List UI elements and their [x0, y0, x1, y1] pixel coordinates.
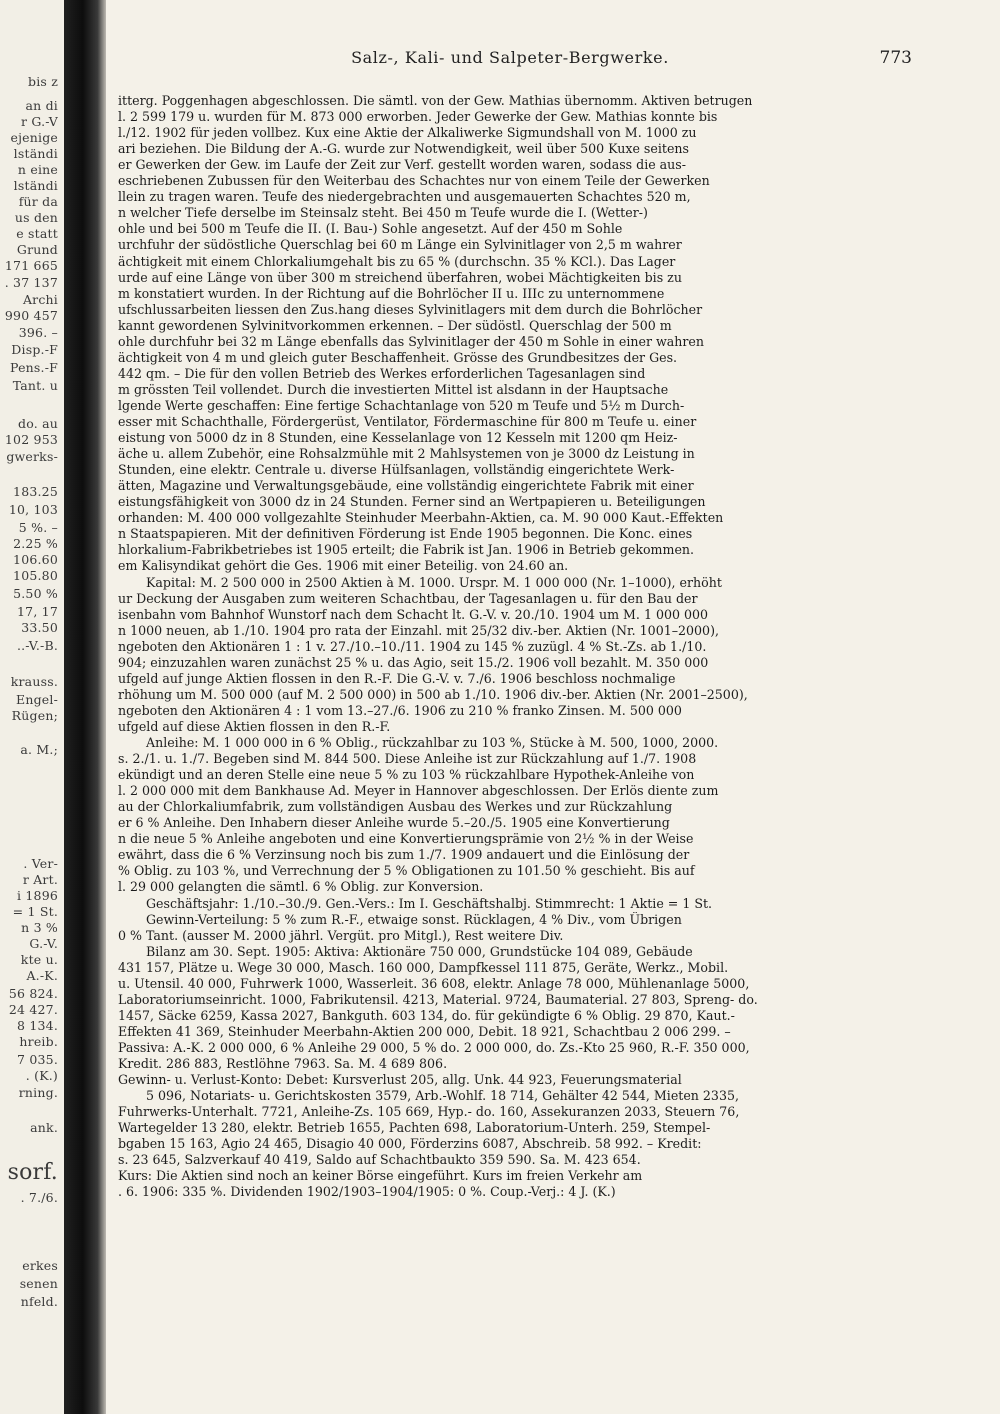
left-column-fragment: do. au: [18, 416, 58, 431]
body-text-line: % Oblig. zu 103 %, und Verrechnung der 5 % Obligationen zu 101.50 % geschieht. Bis auf: [118, 863, 695, 878]
left-column-fragment: sorf.: [7, 1160, 58, 1185]
body-text-line: Laboratoriumseinricht. 1000, Fabrikutensil. 4213, Material. 9724, Baumaterial. 27 803, Spreng- do.: [118, 992, 758, 1007]
body-text-line: Anleihe: M. 1 000 000 in 6 % Oblig., rückzahlbar zu 103 %, Stücke à M. 500, 1000, 2000.: [146, 735, 719, 750]
left-column-fragment: lständi: [13, 178, 58, 193]
body-text-line: ur Deckung der Ausgaben zum weiteren Schachtbau, der Tagesanlagen u. für den Bau der: [118, 591, 698, 606]
body-text-line: er Gewerken der Gew. im Laufe der Zeit zur Verf. gestellt worden waren, sodass die aus-: [118, 157, 687, 172]
body-text-line: rhöhung um M. 500 000 (auf M. 2 500 000) in 500 ab 1./10. 1906 div.-ber. Aktien (Nr. 2001–2500),: [118, 687, 748, 702]
body-text-line: l. 29 000 gelangten die sämtl. 6 % Oblig. zur Konversion.: [118, 879, 484, 894]
left-column-fragment: senen: [19, 1276, 58, 1291]
left-column-fragment: lständi: [13, 146, 58, 161]
left-column-fragment: Tant. u: [12, 378, 58, 393]
left-column-fragment: us den: [14, 210, 58, 225]
body-text-line: llein zu tragen waren. Teufe des niedergebrachten und ausgemauerten Schachtes 520 m,: [118, 189, 691, 204]
left-column-fragment: ejenige: [10, 130, 58, 145]
body-text-line: Bilanz am 30. Sept. 1905: Aktiva: Aktionäre 750 000, Grundstücke 104 089, Gebäude: [146, 944, 693, 959]
left-column-fragment: n 3 %: [21, 920, 58, 935]
body-text-line: orhanden: M. 400 000 vollgezahlte Steinhuder Meerbahn-Aktien, ca. M. 90 000 Kaut.-Effekten: [118, 510, 724, 525]
left-column-fragment: 7 035.: [17, 1052, 58, 1067]
body-text-line: . 6. 1906: 335 %. Dividenden 1902/1903–1904/1905: 0 %. Coup.-Verj.: 4 J. (K.): [118, 1184, 616, 1199]
body-text-line: Gewinn- u. Verlust-Konto: Debet: Kursverlust 205, allg. Unk. 44 923, Feuerungsmaterial: [118, 1072, 682, 1087]
body-text-line: u. Utensil. 40 000, Fuhrwerk 1000, Wasserleit. 36 608, elektr. Anlage 78 000, Mühlenanlage 5000,: [118, 976, 750, 991]
body-text-line: l. 2 000 000 mit dem Bankhause Ad. Meyer in Hannover abgeschlossen. Der Erlös diente zum: [118, 783, 719, 798]
body-text-line: lgende Werte geschaffen: Eine fertige Schachtanlage von 520 m Teufe und 5½ m Durch-: [118, 398, 685, 413]
left-column-fragment: 24 427.: [8, 1002, 58, 1017]
left-column-fragment: . Ver-: [23, 856, 58, 871]
body-text-line: 904; einzuzahlen waren zunächst 25 % u. das Agio, seit 15./2. 1906 voll bezahlt. M. 350 000: [118, 655, 709, 670]
left-column-fragment: A.-K.: [26, 968, 58, 983]
body-text-line: n Staatspapieren. Mit der definitiven Förderung ist Ende 1905 begonnen. Die Konc. eines: [118, 526, 693, 541]
left-column-fragment: 396. –: [18, 325, 58, 340]
left-column-fragment: 17, 17: [17, 604, 58, 619]
left-column-fragment: . (K.): [25, 1068, 58, 1083]
left-column-fragment: 33.50: [21, 620, 58, 635]
body-text-line: itterg. Poggenhagen abgeschlossen. Die sämtl. von der Gew. Mathias übernomm. Aktiven betrugen: [118, 93, 753, 108]
body-text-line: ächtigkeit von 4 m und gleich guter Beschaffenheit. Grösse des Grundbesitzes der Ges.: [118, 350, 678, 365]
body-text-line: ohle und bei 500 m Teufe die II. (I. Bau-) Sohle angesetzt. Auf der 450 m Sohle: [118, 221, 623, 236]
body-text-line: ohle durchfuhr bei 32 m Länge ebenfalls das Sylvinitlager der 450 m Sohle in einer wahren: [118, 334, 704, 349]
left-column-fragment: = 1 St.: [12, 904, 58, 919]
body-text-line: isenbahn vom Bahnhof Wunstorf nach dem Schacht lt. G.-V. v. 20./10. 1904 um M. 1 000 000: [118, 607, 709, 622]
body-text-line: n welcher Tiefe derselbe im Steinsalz steht. Bei 450 m Teufe wurde die I. (Wetter-): [118, 205, 648, 220]
left-column-fragment: Archi: [22, 292, 58, 307]
body-text-line: eistung von 5000 dz in 8 Stunden, eine Kesselanlage von 12 Kesseln mit 1200 qm Heiz-: [118, 430, 678, 445]
body-text-line: s. 23 645, Salzverkauf 40 419, Saldo auf Schachtbaukto 359 590. Sa. M. 423 654.: [118, 1152, 641, 1167]
left-column-fragment: Grund: [16, 242, 58, 257]
body-text-line: 1457, Säcke 6259, Kassa 2027, Bankguth. 603 134, do. für gekündigte 6 % Oblig. 29 870, Kaut.-: [118, 1008, 735, 1023]
left-column-fragment: 105.80: [13, 568, 58, 583]
left-column-fragment: 106.60: [13, 552, 58, 567]
body-text-line: s. 2./1. u. 1./7. Begeben sind M. 844 500. Diese Anleihe ist zur Rückzahlung auf 1./7. 1908: [118, 751, 697, 766]
body-text-line: ekündigt und an deren Stelle eine neue 5 % zu 103 % rückzahlbare Hypothek-Anleihe von: [118, 767, 695, 782]
left-column-fragment: e statt: [16, 226, 58, 241]
body-text-line: l./12. 1902 für jeden vollbez. Kux eine Aktie der Alkaliwerke Sigmundshall von M. 1000 zu: [118, 125, 697, 140]
body-text-line: m konstatiert wurden. In der Richtung auf die Bohrlöcher II u. IIIc zu unternommene: [118, 286, 665, 301]
body-text-line: eschriebenen Zubussen für den Weiterbau des Schachtes nur von einem Teile der Gewerken: [118, 173, 710, 188]
body-text-line: ufgeld auf diese Aktien flossen in den R.-F.: [118, 719, 391, 734]
body-text-line: ngeboten den Aktionären 4 : 1 vom 13.–27./6. 1906 zu 210 % franko Zinsen. M. 500 000: [118, 703, 682, 718]
left-column-fragment: Pens.-F: [10, 360, 58, 375]
body-text-line: 431 157, Plätze u. Wege 30 000, Masch. 160 000, Dampfkessel 111 875, Geräte, Werkz., Mobil.: [118, 960, 729, 975]
left-column-fragment: i 1896: [17, 888, 58, 903]
page-title: Salz-, Kali- und Salpeter-Bergwerke.: [351, 48, 669, 67]
body-text-line: kannt gewordenen Sylvinitvorkommen erkennen. – Der südöstl. Querschlag der 500 m: [118, 318, 672, 333]
body-text-line: hlorkalium-Fabrikbetriebes ist 1905 erteilt; die Fabrik ist Jan. 1906 in Betrieb gekommen.: [118, 542, 695, 557]
body-text-line: Fuhrwerks-Unterhalt. 7721, Anleihe-Zs. 105 669, Hyp.- do. 160, Assekuranzen 2033, Steuern 76,: [118, 1104, 740, 1119]
left-column-fragment: krauss.: [10, 674, 58, 689]
body-text-line: er 6 % Anleihe. Den Inhabern dieser Anleihe wurde 5.–20./5. 1905 eine Konvertierung: [118, 815, 670, 830]
left-column-fragment: 5 %. –: [18, 520, 58, 535]
left-column-fragment: . 7./6.: [20, 1190, 58, 1205]
left-column-fragment: gwerks-: [6, 449, 58, 464]
body-text-line: au der Chlorkaliumfabrik, zum vollständigen Ausbau des Werkes und zur Rückzahlung: [118, 799, 673, 814]
body-text-line: m grössten Teil vollendet. Durch die investierten Mittel ist alsdann in der Hauptsache: [118, 382, 669, 397]
previous-page-column: [0, 0, 62, 1414]
page-number: 773: [879, 48, 912, 68]
left-column-fragment: 102 953: [4, 432, 58, 447]
page-header: [108, 48, 912, 72]
body-text-line: ewährt, dass die 6 % Verzinsung noch bis zum 1./7. 1909 andauert und die Einlösung der: [118, 847, 690, 862]
body-text-line: 0 % Tant. (ausser M. 2000 jährl. Vergüt. pro Mitgl.), Rest weitere Div.: [118, 928, 564, 943]
left-column-fragment: Engel-: [16, 692, 58, 707]
left-column-fragment: G.-V.: [29, 936, 58, 951]
left-column-fragment: erkes: [22, 1258, 58, 1273]
body-text-line: Effekten 41 369, Steinhuder Meerbahn-Aktien 200 000, Debit. 18 921, Schachtbau 2 006 299. –: [118, 1024, 731, 1039]
body-text-line: eistungsfähigkeit von 3000 dz in 24 Stunden. Ferner sind an Wertpapieren u. Beteiligungen: [118, 494, 706, 509]
body-text-line: 442 qm. – Die für den vollen Betrieb des Werkes erforderlichen Tagesanlagen sind: [118, 366, 646, 381]
left-column-fragment: 56 824.: [8, 986, 58, 1001]
body-text-line: Gewinn-Verteilung: 5 % zum R.-F., etwaige sonst. Rücklagen, 4 % Div., vom Übrigen: [146, 912, 682, 927]
left-column-fragment: 183.25: [13, 484, 58, 499]
left-column-fragment: . 37 137: [4, 275, 58, 290]
body-text-line: Wartegelder 13 280, elektr. Betrieb 1655, Pachten 698, Laboratorium-Unterh. 259, Stempel-: [118, 1120, 711, 1135]
left-column-fragment: 10, 103: [8, 502, 58, 517]
left-column-fragment: kte u.: [20, 952, 58, 967]
left-column-fragment: r Art.: [22, 872, 58, 887]
left-column-fragment: an di: [25, 98, 58, 113]
body-text-line: Kredit. 286 883, Restlöhne 7963. Sa. M. 4 689 806.: [118, 1056, 448, 1071]
body-text-line: ari beziehen. Die Bildung der A.-G. wurde zur Notwendigkeit, weil über 500 Kuxe seitens: [118, 141, 689, 156]
left-column-fragment: 990 457: [4, 308, 58, 323]
book-spine-gutter: [64, 0, 106, 1414]
body-text-line: Passiva: A.-K. 2 000 000, 6 % Anleihe 29 000, 5 % do. 2 000 000, do. Zs.-Kto 25 960, R.-F. 350 000,: [118, 1040, 750, 1055]
left-column-fragment: rning.: [18, 1085, 58, 1100]
left-column-fragment: nfeld.: [20, 1294, 58, 1309]
body-text-line: ufgeld auf junge Aktien flossen in den R.-F. Die G.-V. v. 7./6. 1906 beschloss nochmalige: [118, 671, 676, 686]
left-column-fragment: ..-V.-B.: [16, 638, 58, 653]
left-column-fragment: n eine: [17, 162, 58, 177]
body-text-line: Kapital: M. 2 500 000 in 2500 Aktien à M. 1000. Urspr. M. 1 000 000 (Nr. 1–1000), erhöht: [146, 575, 722, 590]
left-column-fragment: bis z: [28, 74, 58, 89]
left-column-fragment: 171 665: [4, 258, 58, 273]
body-text-line: urde auf eine Länge von über 300 m streichend überfahren, wobei Mächtigkeiten bis zu: [118, 270, 682, 285]
body-text-line: ufschlussarbeiten liessen den Zus.hang dieses Sylvinitlagers mit dem durch die Bohrlöcher: [118, 302, 703, 317]
body-text-line: ächtigkeit mit einem Chlorkaliumgehalt bis zu 65 % (durchschn. 35 % KCl.). Das Lager: [118, 254, 676, 269]
left-column-fragment: hreib.: [19, 1034, 58, 1049]
left-column-fragment: für da: [18, 194, 58, 209]
left-column-fragment: 8 134.: [17, 1018, 58, 1033]
body-text-line: em Kalisyndikat gehört die Ges. 1906 mit einer Beteilig. von 24.60 an.: [118, 558, 569, 573]
body-text-line: urchfuhr der südöstliche Querschlag bei 60 m Länge ein Sylvinitlager von 2,5 m wahrer: [118, 237, 682, 252]
left-column-fragment: a. M.;: [20, 742, 58, 757]
left-column-fragment: Rügen;: [11, 708, 58, 723]
body-text-line: n 1000 neuen, ab 1./10. 1904 pro rata der Einzahl. mit 25/32 div.-ber. Aktien (Nr. 1001–2000),: [118, 623, 719, 638]
left-column-fragment: 2.25 %: [13, 536, 58, 551]
body-text-line: n die neue 5 % Anleihe angeboten und eine Konvertierungsprämie von 2½ % in der Weise: [118, 831, 694, 846]
body-text-line: Geschäftsjahr: 1./10.–30./9. Gen.-Vers.: Im I. Geschäftshalbj. Stimmrecht: 1 Aktie = 1 St.: [146, 896, 713, 911]
body-text-line: ngeboten den Aktionären 1 : 1 v. 27./10.–10./11. 1904 zu 145 % zuzügl. 4 % St.-Zs. ab 1./10.: [118, 639, 707, 654]
body-text-line: Kurs: Die Aktien sind noch an keiner Börse eingeführt. Kurs im freien Verkehr am: [118, 1168, 643, 1183]
left-column-fragment: 5.50 %: [13, 586, 58, 601]
body-text-line: l. 2 599 179 u. wurden für M. 873 000 erworben. Jeder Gewerke der Gew. Mathias konnte bis: [118, 109, 718, 124]
body-text-line: bgaben 15 163, Agio 24 465, Disagio 40 000, Förderzins 6087, Abschreib. 58 992. – Kredit:: [118, 1136, 702, 1151]
body-text-line: äche u. allem Zubehör, eine Rohsalzmühle mit 2 Mahlsystemen von je 3000 dz Leistung in: [118, 446, 695, 461]
body-text-line: Stunden, eine elektr. Centrale u. diverse Hülfsanlagen, vollständig eingerichtete Werk-: [118, 462, 675, 477]
body-text-line: esser mit Schachthalle, Fördergerüst, Ventilator, Fördermaschine für 800 m Teufe u. einer: [118, 414, 697, 429]
left-column-fragment: r G.-V: [20, 114, 58, 129]
body-text-line: ätten, Magazine und Verwaltungsgebäude, eine vollständig eingerichtete Fabrik mit einer: [118, 478, 694, 493]
left-column-fragment: ank.: [30, 1120, 58, 1135]
body-text-line: 5 096, Notariats- u. Gerichtskosten 3579, Arb.-Wohlf. 18 714, Gehälter 42 544, Mieten 2335,: [146, 1088, 739, 1103]
left-column-fragment: Disp.-F: [11, 342, 58, 357]
